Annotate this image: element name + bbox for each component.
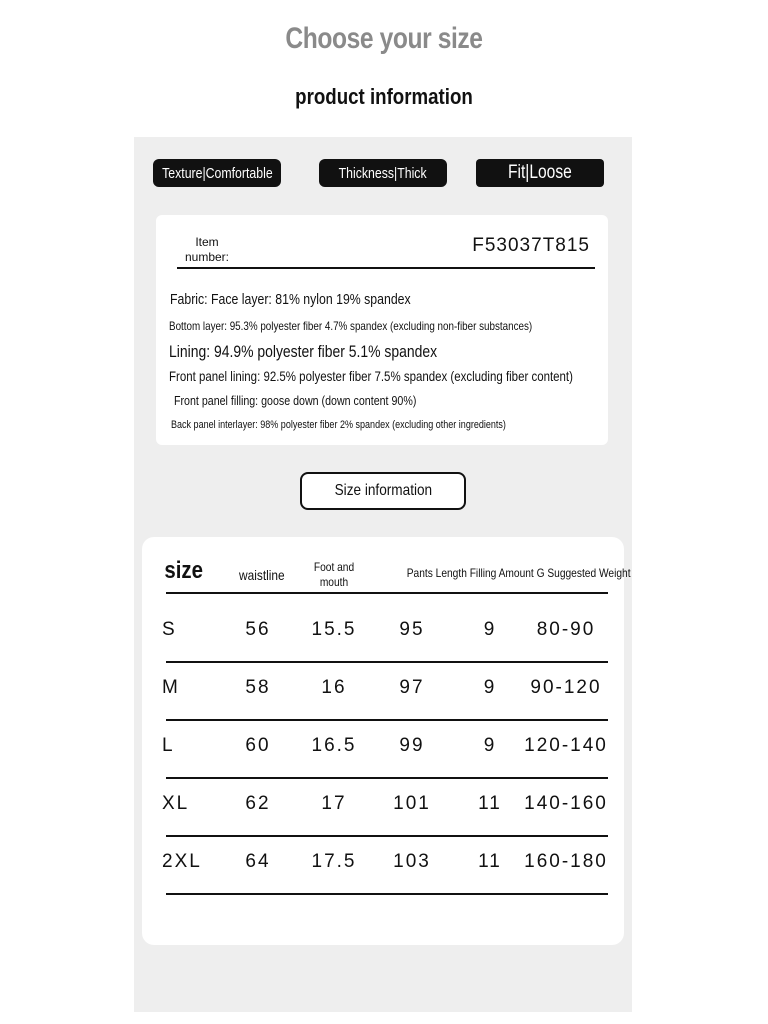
table-row (142, 779, 624, 837)
pants-length-cell: 103 (393, 851, 431, 872)
divider (177, 267, 595, 269)
thickness-tag-label: Thickness|Thick (339, 164, 427, 182)
size-cell: XL (162, 793, 190, 814)
filling-amount-cell: 9 (483, 735, 497, 756)
waistline-cell: 60 (245, 735, 271, 756)
product-info-panel (134, 137, 632, 1012)
foot-mouth-cell: 16.5 (311, 735, 357, 756)
suggested-weight-cell: 160-180 (524, 851, 608, 872)
size-table (142, 537, 631, 945)
suggested-weight-cell: 80-90 (536, 619, 596, 640)
table-row (142, 721, 624, 779)
suggested-weight-cell: 90-120 (530, 677, 602, 698)
foot-mouth-cell: 17.5 (311, 851, 357, 872)
thickness-tag (319, 159, 447, 187)
waistline-cell: 56 (245, 619, 271, 640)
waistline-cell: 62 (245, 793, 271, 814)
section-title: product information (295, 84, 473, 109)
pants-length-cell: 101 (393, 793, 431, 814)
size-cell: M (162, 677, 180, 698)
foot-mouth-cell: 17 (321, 793, 347, 814)
foot-mouth-cell: 15.5 (311, 619, 357, 640)
composition-line: Fabric: Face layer: 81% nylon 19% spandex (170, 291, 411, 308)
filling-amount-cell: 9 (483, 677, 497, 698)
suggested-weight-cell: 140-160 (524, 793, 608, 814)
composition-line: Front panel filling: goose down (down content 90%) (174, 393, 417, 408)
row-divider (166, 893, 608, 895)
size-information-button[interactable] (300, 472, 466, 510)
foot-mouth-cell: 16 (321, 677, 347, 698)
filling-amount-cell: 11 (478, 793, 502, 814)
table-row (142, 837, 624, 895)
pants-length-cell: 95 (399, 619, 425, 640)
texture-tag (153, 159, 281, 187)
composition-line: Back panel interlayer: 98% polyester fiber 2% spandex (excluding other ingredients) (171, 419, 506, 431)
divider (166, 592, 608, 594)
pants-length-cell: 99 (399, 735, 425, 756)
page-title: Choose your size (285, 22, 483, 55)
filling-amount-cell: 11 (478, 851, 502, 872)
size-information-label: Size information (334, 482, 432, 499)
fit-tag-label: Fit|Loose (508, 162, 572, 183)
composition-line: Front panel lining: 92.5% polyester fiber 7.5% spandex (excluding fiber content) (169, 368, 573, 384)
column-header-size: size (164, 557, 203, 584)
composition-card (156, 215, 608, 445)
pants-length-cell: 97 (399, 677, 425, 698)
column-header-foot-mouth: Foot and mouth (313, 560, 355, 589)
table-row (142, 663, 624, 721)
size-cell: L (162, 735, 175, 756)
column-header-waistline: waistline (239, 567, 285, 583)
item-number-value: F53037T815 (472, 235, 590, 256)
column-header-other: Pants Length Filling Amount G Suggested Weight (406, 566, 631, 580)
composition-line: Lining: 94.9% polyester fiber 5.1% spandex (169, 342, 438, 361)
size-cell: S (162, 619, 177, 640)
size-cell: 2XL (162, 851, 202, 872)
item-number-label: Item number: (184, 235, 230, 264)
suggested-weight-cell: 120-140 (524, 735, 608, 756)
table-row (142, 605, 624, 663)
composition-line: Bottom layer: 95.3% polyester fiber 4.7% spandex (excluding non-fiber substances) (169, 319, 533, 333)
fit-tag (476, 159, 604, 187)
texture-tag-label: Texture|Comfortable (161, 164, 273, 182)
filling-amount-cell: 9 (483, 619, 497, 640)
waistline-cell: 64 (245, 851, 271, 872)
waistline-cell: 58 (245, 677, 271, 698)
